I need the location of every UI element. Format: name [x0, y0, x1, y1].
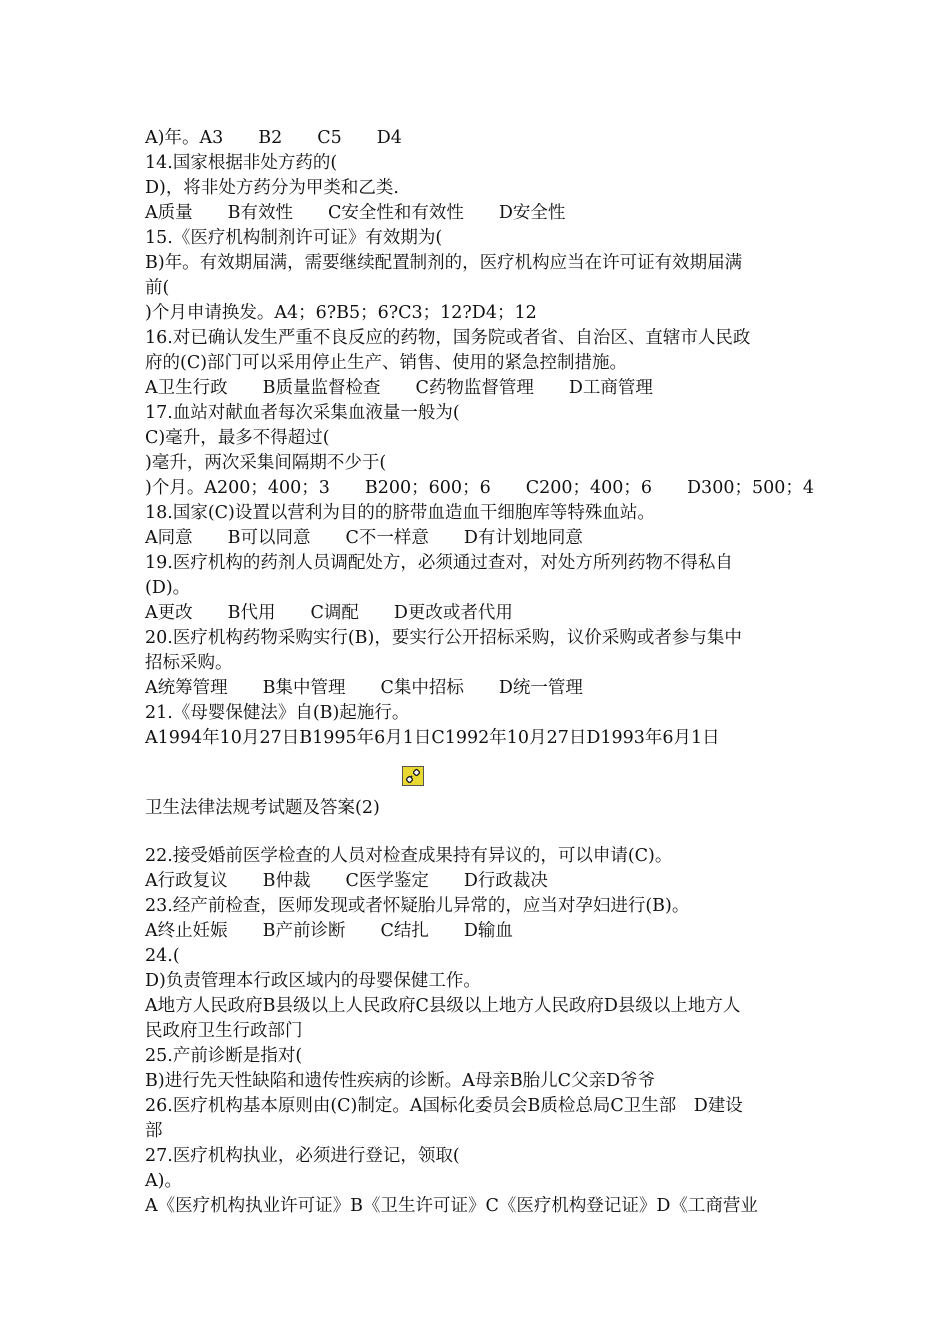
text-line: A行政复议 B仲裁 C医学鉴定 D行政裁决 — [145, 871, 548, 891]
text-line: )个月。A200；400；3 B200；600；6 C200；400；6 D300；500；4 — [145, 478, 814, 498]
text-line: 20.医疗机构药物采购实行(B)，要实行公开招标采购，议价采购或者参与集中 — [145, 628, 742, 648]
question-block-2 — [145, 844, 815, 1219]
text-line: 19.医疗机构的药剂人员调配处方，必须通过查对，对处方所列药物不得私自 — [145, 553, 733, 573]
text-line: 14.国家根据非处方药的( — [145, 153, 338, 173]
link-icon-glyph — [405, 768, 421, 784]
text-line: 15.《医疗机构制剂许可证》有效期为( — [145, 228, 443, 248]
text-line: )毫升，两次采集间隔期不少于( — [145, 453, 387, 473]
text-line: 27.医疗机构执业，必须进行登记，领取( — [145, 1146, 460, 1166]
text-line: 府的(C)部门可以采用停止生产、销售、使用的紧急控制措施。 — [145, 353, 628, 373]
text-line: 23.经产前检查，医师发现或者怀疑胎儿异常的，应当对孕妇进行(B)。 — [145, 896, 690, 916]
text-line: 民政府卫生行政部门 — [145, 1021, 303, 1041]
text-line: 17.血站对献血者每次采集血液量一般为( — [145, 403, 460, 423]
section-title: 卫生法律法规考试题及答案(2) — [145, 798, 380, 818]
text-line: A更改 B代用 C调配 D更改或者代用 — [145, 603, 513, 623]
text-line: 22.接受婚前医学检查的人员对检查成果持有异议的，可以申请(C)。 — [145, 846, 673, 866]
text-line: 24.( — [145, 946, 180, 966]
text-line: B)进行先天性缺陷和遗传性疾病的诊断。A母亲B胎儿C父亲D爷爷 — [145, 1071, 656, 1091]
text-line: A1994年10月27日B1995年6月1日C1992年10月27日D1993年6月1日 — [145, 728, 720, 748]
text-line: A卫生行政 B质量监督检查 C药物监督管理 D工商管理 — [145, 378, 653, 398]
text-line: A同意 B可以同意 C不一样意 D有计划地同意 — [145, 528, 583, 548]
text-line: C)毫升，最多不得超过( — [145, 428, 330, 448]
text-line: 18.国家(C)设置以营利为目的的脐带血造血干细胞库等特殊血站。 — [145, 503, 655, 523]
text-line: 招标采购。 — [145, 653, 233, 673]
text-line: A《医疗机构执业许可证》B《卫生许可证》C《医疗机构登记证》D《工商营业 — [145, 1196, 758, 1216]
text-line: 部 — [145, 1121, 163, 1141]
question-block-1 — [145, 126, 815, 751]
text-line: A地方人民政府B县级以上人民政府C县级以上地方人民政府D县级以上地方人 — [145, 996, 741, 1016]
text-line: D)负责管理本行政区域内的母婴保健工作。 — [145, 971, 481, 991]
text-line: 25.产前诊断是指对( — [145, 1046, 303, 1066]
text-line: A终止妊娠 B产前诊断 C结扎 D输血 — [145, 921, 513, 941]
text-line: A)年。A3 B2 C5 D4 — [145, 128, 402, 148]
text-line: A)。 — [145, 1171, 182, 1191]
text-line: 26.医疗机构基本原则由(C)制定。A国标化委员会B质检总局C卫生部 D建设 — [145, 1096, 743, 1116]
section-title-block — [145, 796, 815, 821]
text-line: A质量 B有效性 C安全性和有效性 D安全性 — [145, 203, 566, 223]
text-line: 16.对已确认发生严重不良反应的药物，国务院或者省、自治区、直辖市人民政 — [145, 328, 751, 348]
text-line: )个月申请换发。A4；6?B5；6?C3；12?D4；12 — [145, 303, 537, 323]
text-line: D)，将非处方药分为甲类和乙类. — [145, 178, 399, 198]
text-line: A统筹管理 B集中管理 C集中招标 D统一管理 — [145, 678, 583, 698]
text-line: B)年。有效期届满，需要继续配置制剂的，医疗机构应当在许可证有效期届满 — [145, 253, 743, 273]
text-line: 前( — [145, 278, 170, 298]
text-line: (D)。 — [145, 578, 191, 598]
link-icon[interactable] — [402, 766, 424, 786]
text-line: 21.《母婴保健法》自(B)起施行。 — [145, 703, 410, 723]
